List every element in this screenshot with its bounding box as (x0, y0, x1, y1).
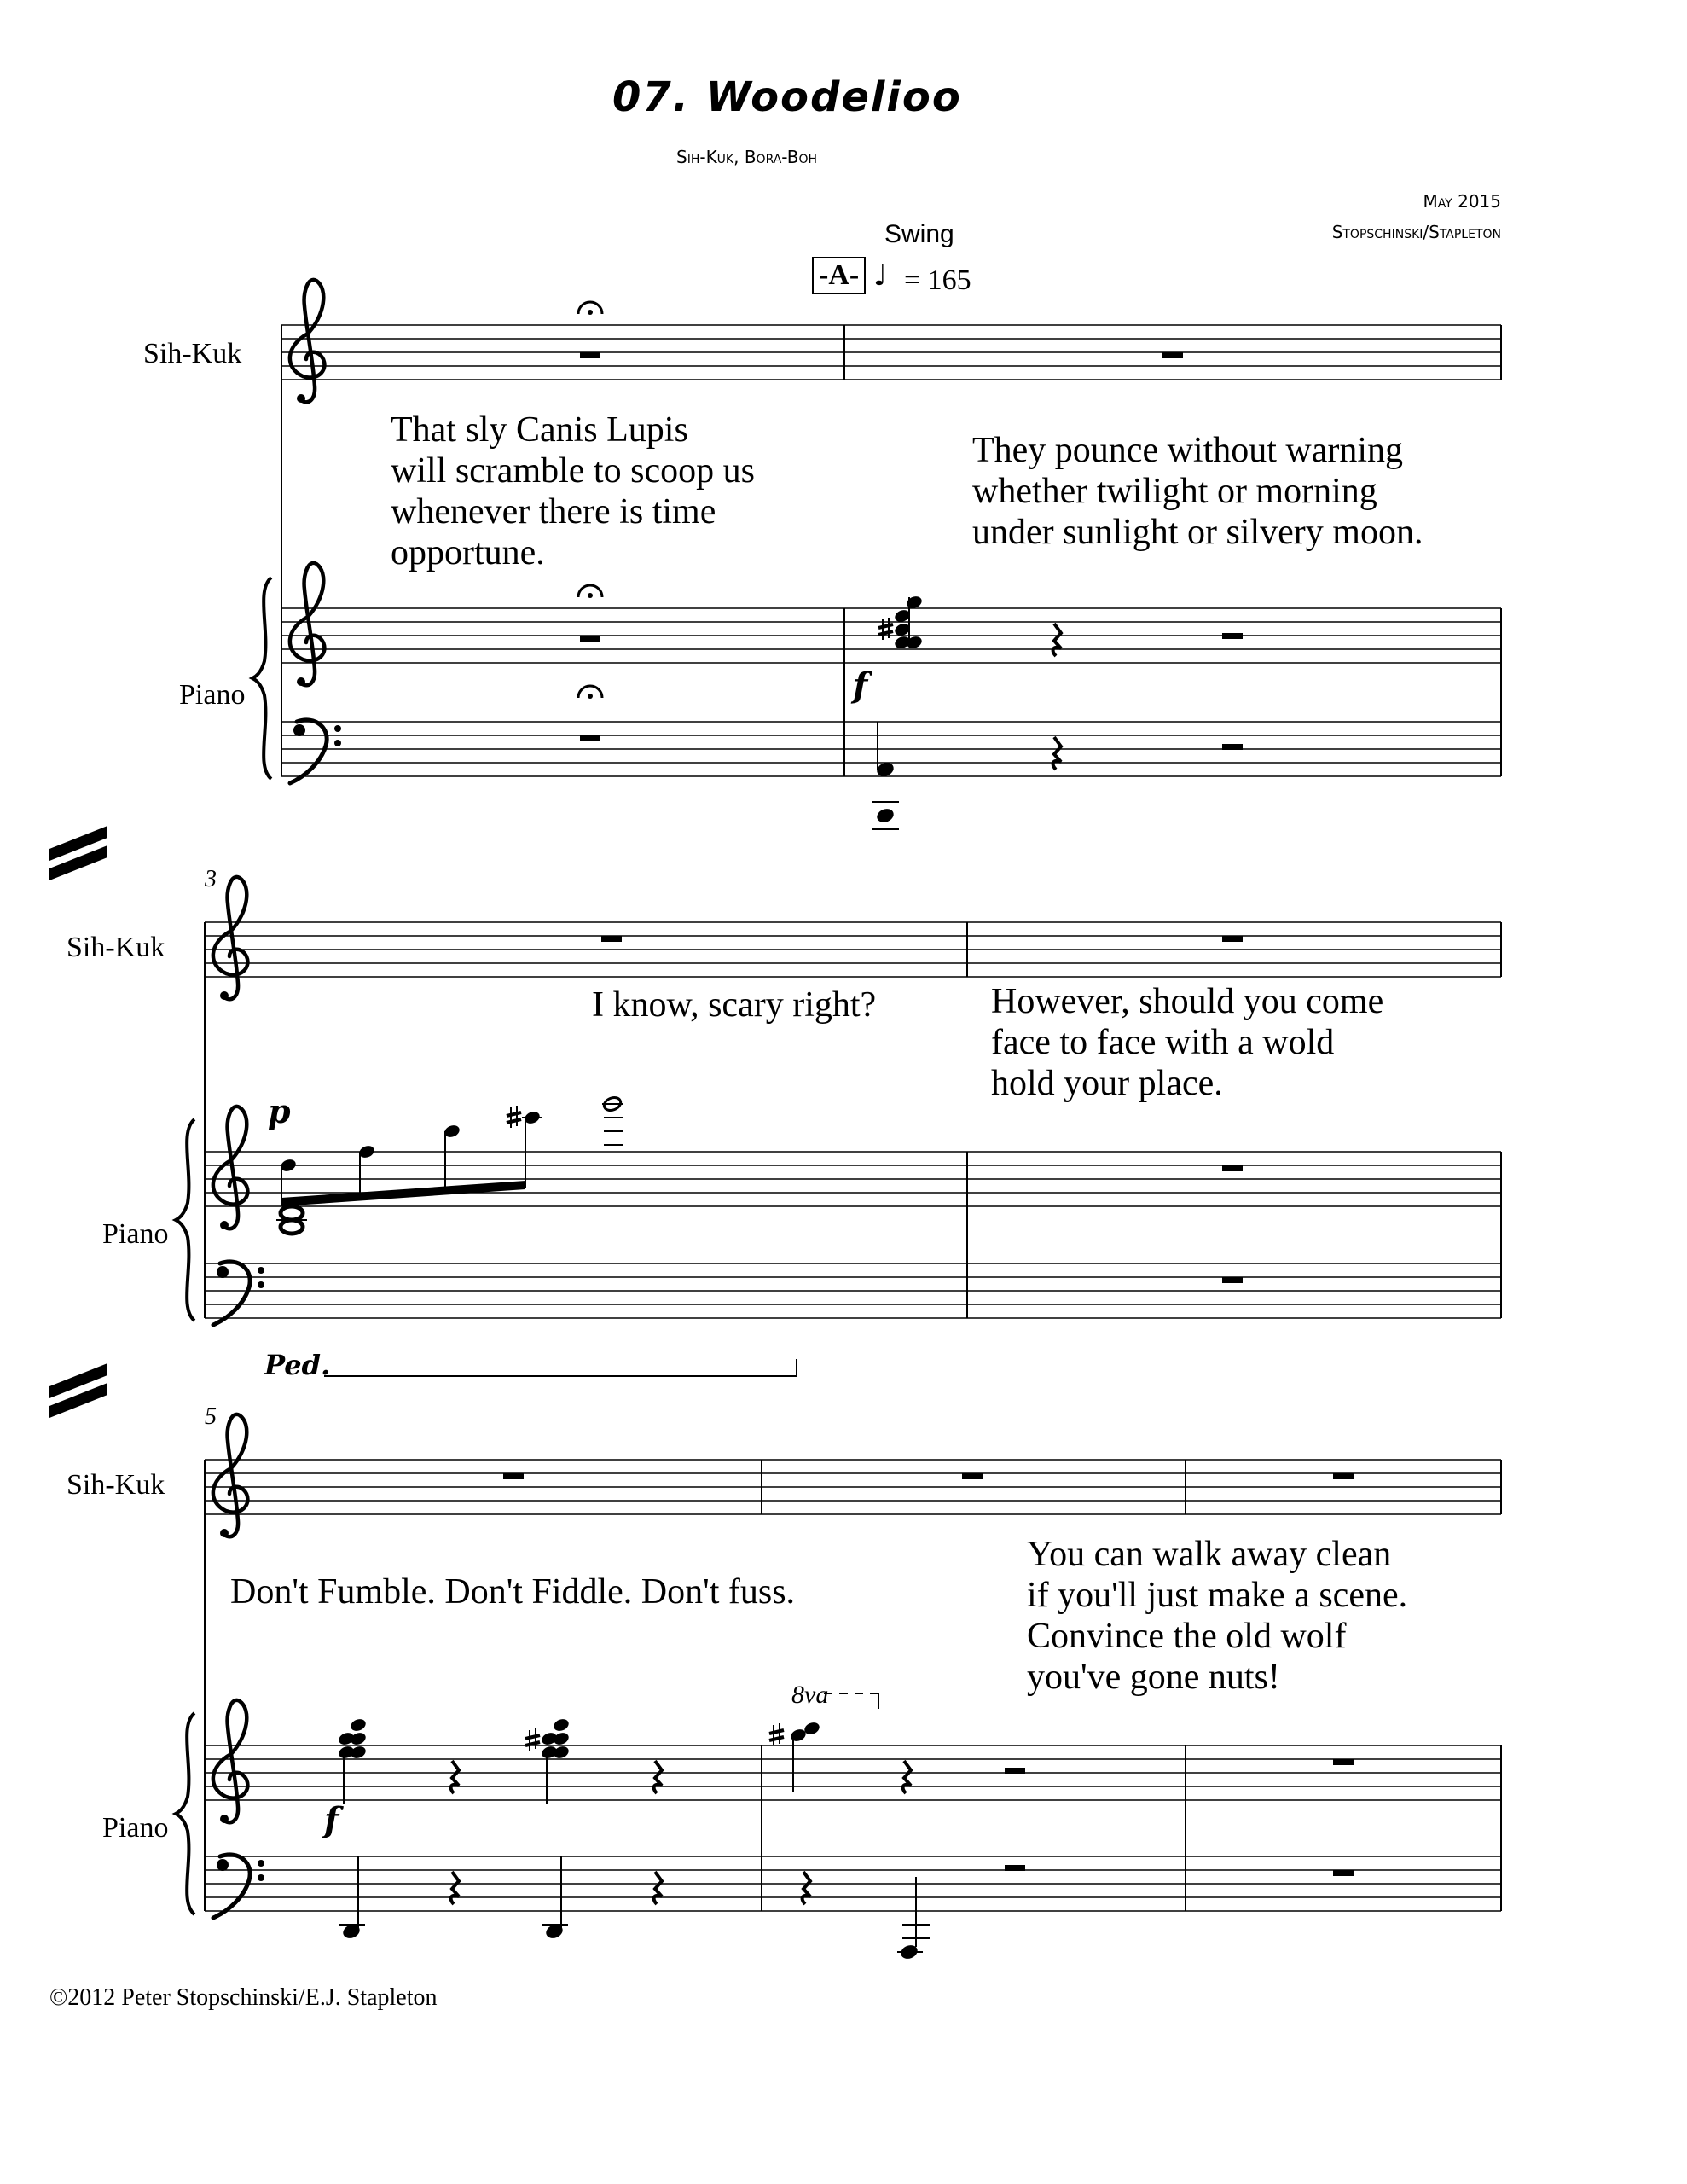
whole-rest (503, 1473, 524, 1479)
half-rest (1222, 744, 1243, 750)
sharp-accidental (525, 1728, 540, 1751)
ottava-bracket (824, 1693, 878, 1709)
whole-rest (1222, 1165, 1243, 1171)
whole-rest (580, 735, 600, 741)
whole-rest (580, 636, 600, 642)
half-rest (1005, 1865, 1025, 1871)
lyric-block: I know, scary right? (592, 985, 877, 1025)
quarter-rest (1053, 737, 1061, 770)
system-3-piano-lh-staff (205, 1856, 1501, 1911)
system-break-mark (49, 1363, 107, 1418)
instrument-label-voice: Sih-Kuk (67, 1469, 165, 1501)
bass-note-low (897, 1877, 930, 1960)
whole-rest (1333, 1870, 1354, 1876)
chord-rh-m5-beat3 (525, 1717, 571, 1804)
treble-clef (290, 563, 325, 686)
system-break-mark (49, 826, 107, 880)
treble-clef (213, 1700, 248, 1823)
song-title: 07. Woodelioo (612, 73, 962, 121)
dynamic-forte: f (853, 665, 868, 706)
quarter-rest (903, 1761, 911, 1793)
instrument-label-piano: Piano (102, 1812, 169, 1844)
tempo-style: Swing (884, 220, 954, 248)
bass-clef (213, 1855, 264, 1918)
piano-brace (252, 578, 271, 779)
date-label: May 2015 (1423, 191, 1501, 212)
whole-note-chord (276, 1206, 307, 1234)
lyric-block: However, should you come face to face with a wold hold your place. (991, 982, 1384, 1103)
system-3-piano-rh-staff (205, 1745, 1501, 1800)
fermata (578, 302, 602, 315)
lyric-block: Don't Fumble. Don't Fiddle. Don't fuss. (230, 1572, 796, 1612)
quarter-rest (803, 1872, 810, 1904)
rh-arpeggio-run (279, 1095, 623, 1206)
instrument-label-voice: Sih-Kuk (143, 338, 242, 369)
system-2 (176, 877, 1501, 1376)
whole-rest (1162, 352, 1183, 358)
whole-rest (1222, 936, 1243, 942)
whole-rest (580, 352, 600, 358)
system-1-voice-staff (281, 325, 1501, 380)
whole-rest (1333, 1759, 1354, 1765)
ottava-marking: 8va (791, 1681, 829, 1709)
system-1-piano-rh-staff (281, 608, 1501, 663)
octave-bass-note (872, 722, 899, 829)
treble-clef (213, 877, 248, 1000)
system-2-piano-rh-staff (205, 1152, 1501, 1206)
system-2-voice-staff (205, 922, 1501, 977)
quarter-rest (654, 1761, 662, 1793)
pedal-marking: Ped. (264, 1349, 331, 1381)
whole-rest (1333, 1473, 1354, 1479)
lyric-block: That sly Canis Lupis will scramble to scoop us whenever there is time opportune. (391, 410, 755, 572)
treble-clef (213, 1414, 248, 1537)
whole-rest (1222, 1277, 1243, 1283)
quarter-note-icon: ♩ (873, 258, 888, 293)
measure-number: 3 (205, 866, 217, 892)
characters-line: Sih-Kuk, Bora-Boh (676, 147, 818, 167)
half-rest (1005, 1768, 1025, 1774)
chord-rh-m6 (769, 1721, 821, 1792)
pedal-line (324, 1359, 797, 1376)
whole-rest (962, 1473, 983, 1479)
whole-rest (601, 936, 622, 942)
dynamic-piano: p (268, 1092, 291, 1130)
treble-clef (290, 280, 325, 403)
copyright-notice: ©2012 Peter Stopschinski/E.J. Stapleton (49, 1984, 438, 2011)
rehearsal-mark: -A- (812, 257, 866, 294)
instrument-label-piano: Piano (179, 679, 246, 711)
chord-rh-m5-beat1 (337, 1717, 368, 1804)
system-3-voice-staff (205, 1460, 1501, 1514)
dynamic-forte: f (324, 1800, 339, 1840)
lyric-block: They pounce without warning whether twilight or morning under sunlight or silvery moon. (972, 431, 1423, 552)
bass-clef (213, 1262, 264, 1325)
piano-brace (176, 1119, 194, 1321)
quarter-rest (1053, 624, 1061, 656)
piano-brace (176, 1713, 194, 1914)
fermata (578, 585, 602, 598)
fermata (578, 686, 602, 699)
instrument-label-piano: Piano (102, 1218, 169, 1250)
instrument-label-voice: Sih-Kuk (67, 932, 165, 963)
measure-number: 5 (205, 1403, 217, 1430)
quarter-rest (654, 1872, 662, 1904)
quarter-rest (451, 1872, 459, 1904)
composers-label: Stopschinski/Stapleton (1331, 222, 1501, 242)
treble-clef (213, 1107, 248, 1229)
half-rest (1222, 633, 1243, 639)
system-2-piano-lh-staff (205, 1263, 1501, 1318)
sharp-accidental (878, 618, 893, 640)
sharp-accidental (769, 1723, 784, 1745)
bass-clef (290, 720, 341, 783)
lyric-block: You can walk away clean if you'll just make a scene. Convince the old wolf you've gone nuts! (1027, 1535, 1408, 1697)
sharp-accidental (507, 1106, 521, 1128)
quarter-rest (451, 1761, 459, 1793)
tempo-marking: = 165 (904, 264, 971, 296)
